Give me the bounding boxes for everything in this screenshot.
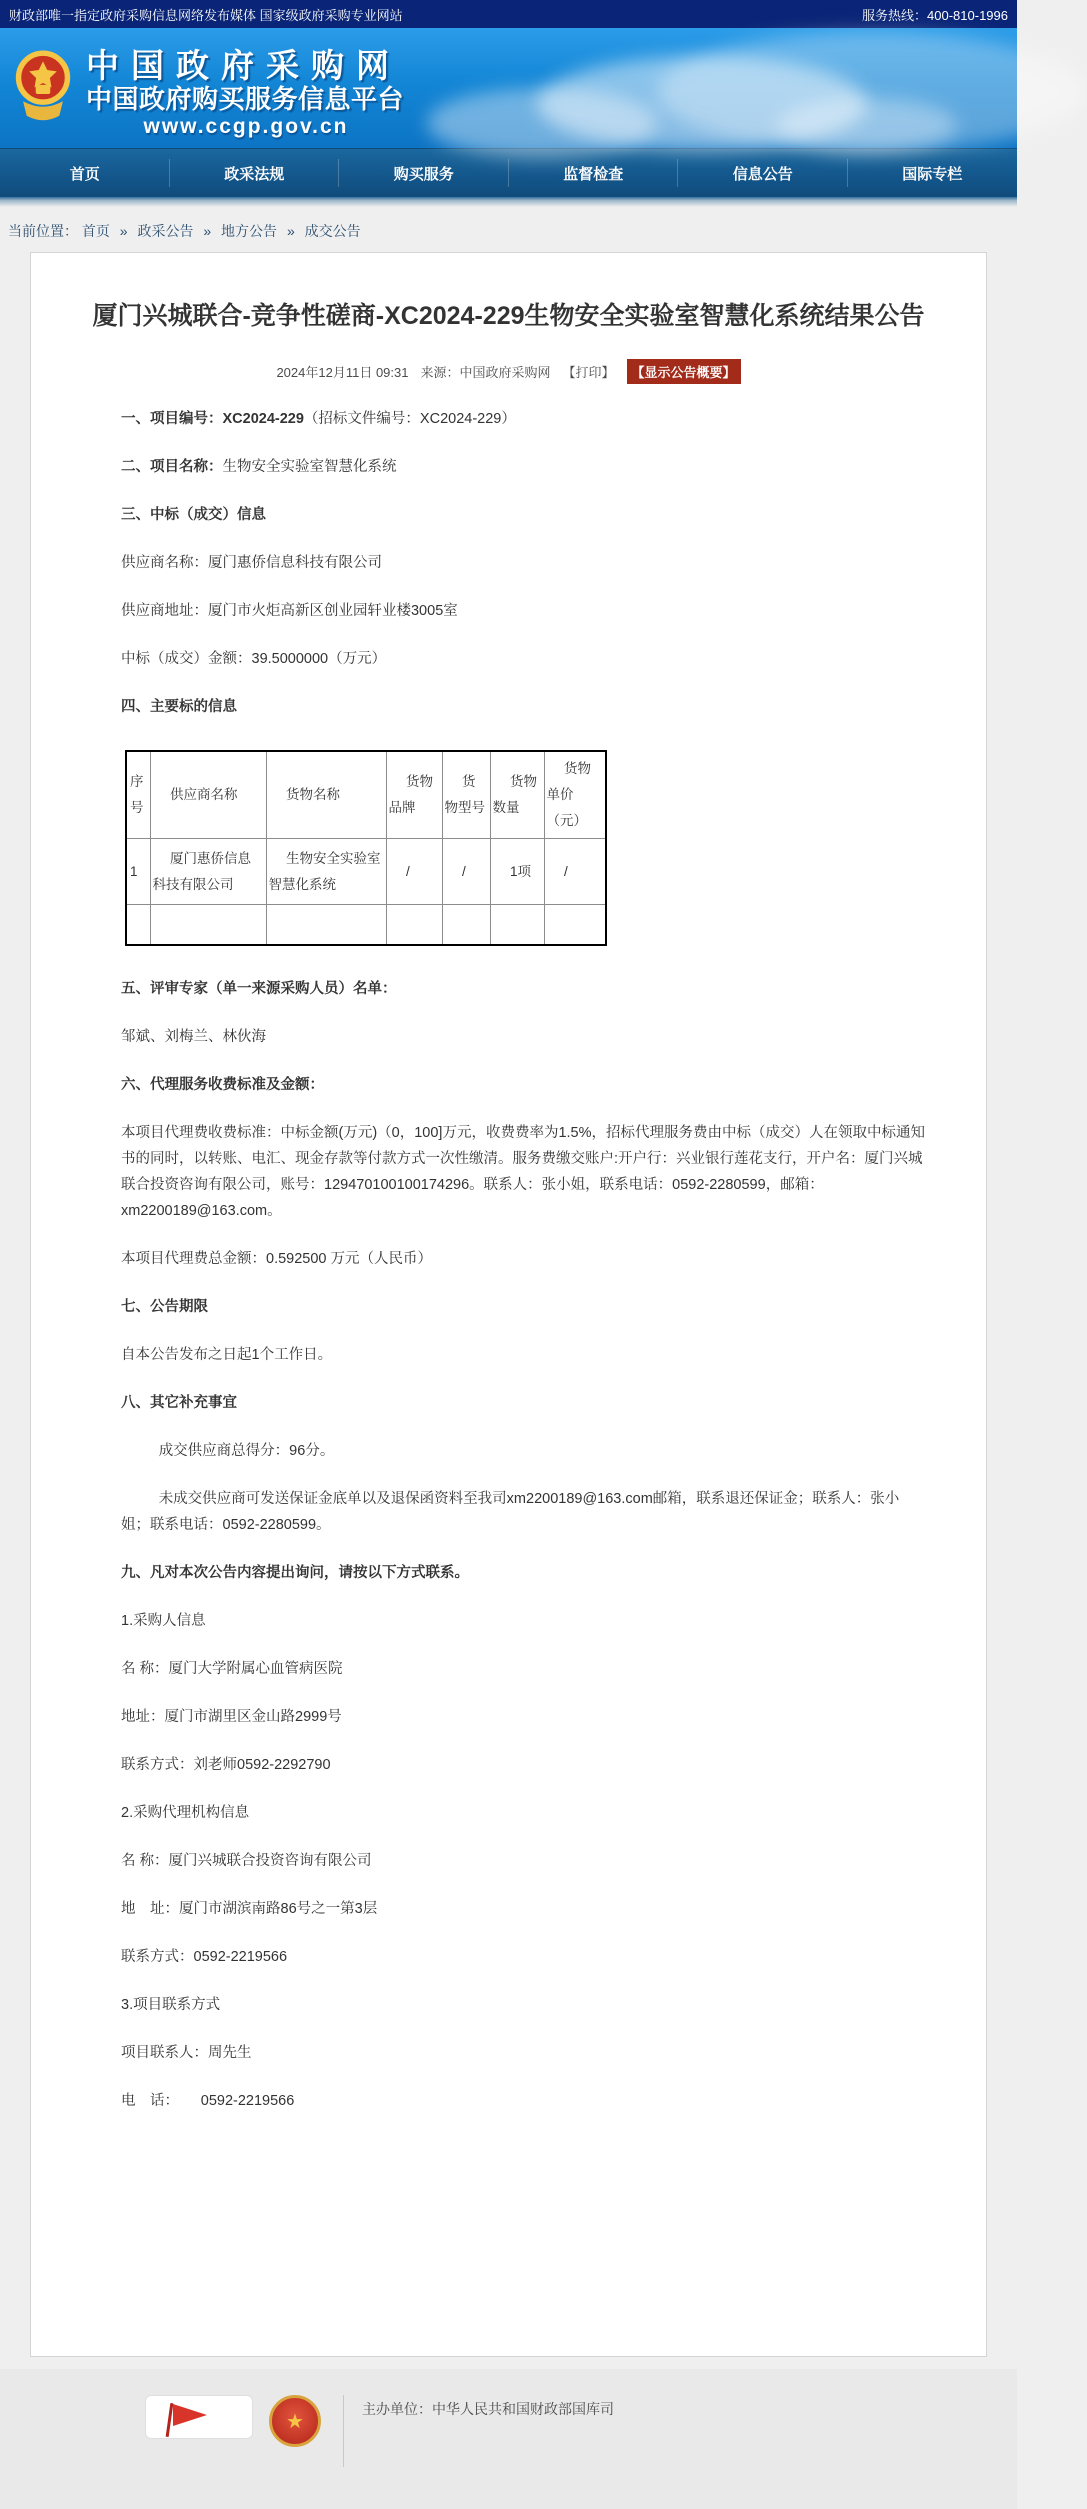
- table-header-cell: 货物名称: [266, 751, 386, 839]
- section-heading: 二、项目名称：生物安全实验室智慧化系统: [121, 459, 397, 475]
- paragraph: 本项目代理费总金额：0.592500 万元（人民币）: [121, 1250, 433, 1267]
- breadcrumb-local-announcements[interactable]: 地方公告: [221, 223, 278, 239]
- section-heading: 九、凡对本次公告内容提出询问，请按以下方式联系。: [121, 1564, 469, 1581]
- table-header-cell: 货物数量: [490, 751, 544, 839]
- section-heading: 五、评审专家（单一来源采购人员）名单：: [121, 980, 397, 997]
- section-heading: 六、代理服务收费标准及金额：: [121, 1076, 324, 1093]
- table-cell: [126, 905, 150, 945]
- footer-gap: [0, 2357, 1017, 2369]
- table-cell: 生物安全实验室智慧化系统: [266, 839, 386, 905]
- table-row: [126, 905, 606, 945]
- table-cell: /: [442, 839, 490, 905]
- paragraph: 自本公告发布之日起1个工作日。: [121, 1346, 333, 1363]
- article-body: [31, 406, 986, 2114]
- section-heading: 七、公告期限: [121, 1298, 208, 1315]
- section-heading: 四、主要标的信息: [121, 699, 237, 715]
- table-cell: [386, 905, 442, 945]
- nav-item-supervision[interactable]: 监督检查: [509, 149, 679, 197]
- nav-item-regulations[interactable]: 政采法规: [170, 149, 340, 197]
- paragraph: 联系方式：刘老师0592-2292790: [121, 1756, 331, 1773]
- paragraph: 1.采购人信息: [121, 1612, 206, 1629]
- article-paragraphs-before: [121, 406, 926, 720]
- service-hotline: [862, 5, 1008, 24]
- source-link[interactable]: 中国政府采购网: [459, 365, 551, 380]
- table-cell: 1项: [490, 839, 544, 905]
- table-header-cell: 货物型号: [442, 751, 490, 839]
- site-url: www.ccgp.gov.cn: [143, 115, 349, 138]
- paragraph: 中标（成交）金额：39.5000000（万元）: [121, 651, 387, 667]
- nav-item-international[interactable]: 国际专栏: [902, 165, 963, 183]
- breadcrumb-separator: »: [203, 223, 212, 239]
- show-summary-button[interactable]: 【显示公告概要】: [627, 359, 741, 384]
- site-subtitle: 中国政府购买服务信息平台: [86, 84, 405, 114]
- section-heading: 三、中标（成交）信息: [121, 507, 266, 523]
- paragraph: 本项目代理费收费标准：中标金额(万元)（0，100]万元，收费费率为1.5%，招标代理服务费由中标（成交）人在领取中标通知书的同时，以转账、电汇、现金存款等付款方式一次性缴清。服务费缴交账户:开户行：兴业银行莲花支行，开户名：厦门兴城联合投资咨询有限公司，账号：129470100100174296。联系人：张小姐，联系电话：0592-2280599，邮箱：xm2200189@163.com。: [121, 1124, 925, 1219]
- goods-table: [125, 750, 607, 946]
- paragraph: 邹斌、刘梅兰、林伙海: [121, 1028, 266, 1045]
- paragraph: 3.项目联系方式: [121, 1996, 221, 2013]
- paragraph: 供应商地址：厦门市火炬高新区创业园轩业楼3005室: [121, 603, 458, 619]
- breadcrumb-deal-announcements[interactable]: 成交公告: [304, 223, 361, 239]
- article-paragraphs-after: [121, 976, 926, 2114]
- table-cell: /: [386, 839, 442, 905]
- table-cell: /: [544, 839, 606, 905]
- nav-item-purchase-services[interactable]: 购买服务: [339, 149, 509, 197]
- paragraph: 名 称：厦门兴城联合投资咨询有限公司: [121, 1852, 372, 1869]
- publish-date: 2024年12月11日 09:31: [276, 365, 409, 380]
- table-cell: 厦门惠侨信息科技有限公司: [150, 839, 266, 905]
- paragraph: 联系方式：0592-2219566: [121, 1948, 288, 1965]
- gov-portal-flag-icon: [145, 2395, 253, 2439]
- paragraph: 电 话： 0592-2219566: [121, 2092, 295, 2109]
- paragraph: 地 址：厦门市湖滨南路86号之一第3层: [121, 1900, 378, 1917]
- paragraph: 名 称：厦门大学附属心血管病医院: [121, 1660, 343, 1677]
- breadcrumb-home[interactable]: 首页: [81, 223, 110, 239]
- table-cell: [150, 905, 266, 945]
- paragraph: 地址：厦门市湖里区金山路2999号: [121, 1708, 342, 1725]
- site-header: [0, 28, 1017, 148]
- paragraph: 供应商名称：厦门惠侨信息科技有限公司: [121, 555, 382, 571]
- round-emblem-icon: ★: [269, 2395, 321, 2447]
- nav-shadow: [0, 197, 1017, 207]
- table-header-row: [126, 751, 606, 839]
- print-button[interactable]: 【打印】: [562, 365, 615, 380]
- site-name: 中国政府采购网: [86, 47, 401, 84]
- site-footer: [0, 2369, 1017, 2509]
- paragraph: 成交供应商总得分：96分。: [158, 1442, 335, 1459]
- national-emblem-icon: [14, 48, 72, 120]
- site-logo[interactable]: [0, 28, 1017, 140]
- table-header-cell: 货物单价（元）: [544, 751, 606, 839]
- hotline-label: 服务热线：: [862, 7, 928, 23]
- hotline-number: 400-810-1996: [927, 7, 1008, 23]
- article-meta: [31, 359, 986, 384]
- breadcrumb: [8, 221, 1009, 239]
- organizer-text: 主办单位：中华人民共和国财政部国库司: [362, 2401, 614, 2417]
- paragraph: 项目联系人：周先生: [121, 2044, 252, 2061]
- main-nav: [0, 148, 1017, 197]
- footer-divider: [343, 2395, 344, 2467]
- table-header-cell: 货物品牌: [386, 751, 442, 839]
- nav-item-home[interactable]: 首页: [0, 149, 170, 197]
- section-heading: 八、其它补充事宜: [121, 1394, 237, 1411]
- page-title: 厦门兴城联合-竞争性磋商-XC2024-229生物安全实验室智慧化系统结果公告: [92, 302, 925, 330]
- source: [420, 362, 550, 381]
- table-cell: 1: [126, 839, 150, 905]
- announcement-card: [30, 252, 987, 2357]
- paragraph: 未成交供应商可发送保证金底单以及退保函资料至我司xm2200189@163.com邮箱，联系退还保证金；联系人：张小姐；联系电话：0592-2280599。: [121, 1490, 900, 1533]
- paragraph: 2.采购代理机构信息: [121, 1804, 250, 1821]
- breadcrumb-procurement-announcements[interactable]: 政采公告: [137, 223, 194, 239]
- breadcrumb-separator: »: [119, 223, 128, 239]
- source-label: 来源：: [420, 365, 460, 380]
- table-cell: [266, 905, 386, 945]
- breadcrumb-label: 当前位置：: [8, 223, 78, 239]
- table-cell: [442, 905, 490, 945]
- table-cell: [544, 905, 606, 945]
- table-header-cell: 供应商名称: [150, 751, 266, 839]
- topbar-slogan: 财政部唯一指定政府采购信息网络发布媒体 国家级政府采购专业网站: [9, 7, 403, 23]
- nav-item-announcements[interactable]: 信息公告: [678, 149, 848, 197]
- breadcrumb-separator: »: [286, 223, 295, 239]
- topbar: [0, 0, 1017, 28]
- section-heading: 一、项目编号：XC2024-229（招标文件编号：XC2024-229）: [121, 411, 516, 427]
- table-row: [126, 839, 606, 905]
- table-cell: [490, 905, 544, 945]
- table-header-cell: 序号: [126, 751, 150, 839]
